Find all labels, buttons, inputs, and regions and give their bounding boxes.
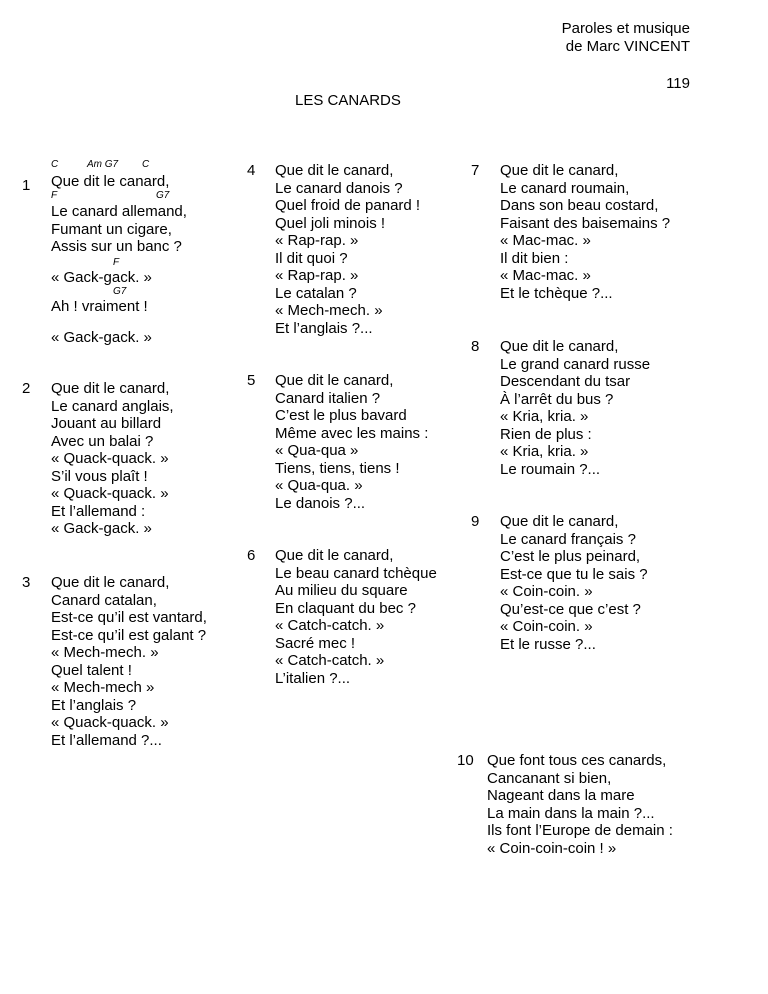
lyric-line: C’est le plus peinard, xyxy=(500,548,641,565)
lyric-line: « Gack-gack. » xyxy=(51,520,152,537)
credit-line: Paroles et musique xyxy=(561,20,690,37)
lyric-line: Que dit le canard, xyxy=(275,372,394,389)
lyric-line: « Coin-coin-coin ! » xyxy=(487,839,617,857)
lyric-line: Que dit le canard, xyxy=(51,380,170,397)
lyric-line xyxy=(51,298,148,316)
song-credit xyxy=(562,20,690,56)
lyric-line: Le beau canard tchèque xyxy=(275,564,437,582)
lyric-line: « Gack-gack. » xyxy=(51,329,152,346)
lyric-line: Le danois ?... xyxy=(275,494,366,512)
lyric-line: Avec un balai ? xyxy=(51,432,154,450)
lyric-line: Le canard allemand, xyxy=(51,203,187,220)
lyric-line: Que font tous ces canards, xyxy=(487,752,667,769)
lyric-line: Il dit bien : xyxy=(500,249,569,267)
lyric-line: Sacré mec ! xyxy=(275,634,356,652)
lyric-line: La main dans la main ?... xyxy=(487,804,655,822)
chord: C xyxy=(51,159,59,170)
song-title: LES CANARDS xyxy=(295,92,401,109)
lyric-line: Même avec les mains : xyxy=(275,424,429,442)
lyric-line: Ah ! vraiment ! xyxy=(51,298,148,315)
lyric-line: « Qua-qua. » xyxy=(275,477,363,494)
lyric-line: Que dit le canard, xyxy=(51,173,170,190)
verse-6 xyxy=(275,547,437,687)
lyric-line: Ils font l’Europe de demain : xyxy=(487,822,673,839)
credit-line: de Marc VINCENT xyxy=(565,38,690,55)
lyric-line: Et l’anglais ? xyxy=(51,696,137,714)
lyric-line: Le grand canard russe xyxy=(500,355,651,373)
lyric-line: L’italien ?... xyxy=(275,669,351,687)
lyric-line: Le catalan ? xyxy=(275,284,357,302)
lyric-line: Quel talent ! xyxy=(51,661,132,679)
lyric-line: Que dit le canard, xyxy=(275,162,394,179)
lyric-line: Il dit quoi ? xyxy=(275,249,348,267)
lyric-line: « Qua-qua » xyxy=(275,442,359,459)
lyric-line: Le canard français ? xyxy=(500,530,636,548)
verse-4 xyxy=(275,162,420,337)
lyric-line: Que dit le canard, xyxy=(51,574,170,591)
lyric-line: « Quack-quack. » xyxy=(51,485,169,502)
lyric-line xyxy=(51,269,152,287)
lyric-line: « Quack-quack. » xyxy=(51,450,169,467)
lyric-line: « Mech-mech » xyxy=(51,679,155,696)
chord: C xyxy=(142,159,150,170)
lyric-line: « Mech-mech. » xyxy=(51,644,159,661)
lyric-line: Qu’est-ce que c’est ? xyxy=(500,600,641,618)
lyric-line: Et le tchèque ?... xyxy=(500,284,613,302)
lyric-line: À l’arrêt du bus ? xyxy=(500,390,614,408)
lyric-line: Quel joli minois ! xyxy=(275,214,386,232)
lyric-line: Descendant du tsar xyxy=(500,373,631,390)
lyric-line: Est-ce qu’il est vantard, xyxy=(51,609,207,626)
lyric-line: Est-ce que tu le sais ? xyxy=(500,565,648,583)
lyric-line: Que dit le canard, xyxy=(500,513,619,530)
page-number: 119 xyxy=(666,75,690,92)
lyric-line: S’il vous plaît ! xyxy=(51,467,148,485)
lyric-line: Nageant dans la mare xyxy=(487,787,635,804)
chord: Am G7 xyxy=(87,159,119,170)
lyric-line: « Coin-coin. » xyxy=(500,583,593,600)
lyric-line: Le roumain ?... xyxy=(500,460,601,478)
lyric-line: Fumant un cigare, xyxy=(51,220,172,238)
lyric-line: Et l’allemand ?... xyxy=(51,731,162,749)
chord: F xyxy=(51,190,58,201)
verse-number: 7 xyxy=(471,162,480,179)
verse-5 xyxy=(275,372,428,512)
lyric-line: Faisant des baisemains ? xyxy=(500,214,671,232)
lyric-line: « Catch-catch. » xyxy=(275,652,385,669)
verse-7 xyxy=(500,162,670,302)
verse-1 xyxy=(51,160,251,350)
lyric-line: Le canard anglais, xyxy=(51,397,174,415)
lyric-line: Tiens, tiens, tiens ! xyxy=(275,459,400,477)
lyric-line: Assis sur un banc ? xyxy=(51,238,182,255)
verse-number: 1 xyxy=(22,177,31,194)
verse-8 xyxy=(500,338,650,478)
lyric-line xyxy=(51,203,187,256)
lyric-line: « Kria, kria. » xyxy=(500,443,589,460)
lyric-line: « Catch-catch. » xyxy=(275,617,385,634)
lyric-line: « Coin-coin. » xyxy=(500,618,593,635)
lyric-line: Canard italien ? xyxy=(275,389,381,407)
lyric-line: Et l’allemand : xyxy=(51,502,146,520)
lyric-line: Cancanant si bien, xyxy=(487,769,612,787)
verse-9 xyxy=(500,513,648,653)
verse-number: 9 xyxy=(471,513,480,530)
verse-number: 10 xyxy=(457,752,474,769)
lyric-line xyxy=(51,173,169,191)
chord: F xyxy=(113,257,120,268)
verse-2 xyxy=(51,380,174,538)
lyric-line: Au milieu du square xyxy=(275,582,408,599)
verse-3 xyxy=(51,574,207,749)
lyric-line: Que dit le canard, xyxy=(275,547,394,564)
lyric-line: Canard catalan, xyxy=(51,591,157,609)
lyric-line: « Rap-rap. » xyxy=(275,267,359,284)
lyric-line: C’est le plus bavard xyxy=(275,407,407,424)
lyric-line: Est-ce qu’il est galant ? xyxy=(51,626,207,644)
lyric-line: Le canard roumain, xyxy=(500,179,630,197)
lyric-line: En claquant du bec ? xyxy=(275,599,416,617)
verse-number: 6 xyxy=(247,547,256,564)
lyric-line: Dans son beau costard, xyxy=(500,197,659,214)
chord: G7 xyxy=(113,286,127,297)
verse-10 xyxy=(487,752,673,857)
verse-number: 8 xyxy=(471,338,480,355)
verse-number: 4 xyxy=(247,162,256,179)
lyric-line: Que dit le canard, xyxy=(500,338,619,355)
chord: G7 xyxy=(156,190,170,201)
lyric-line: « Gack-gack. » xyxy=(51,269,152,286)
lyric-line: Que dit le canard, xyxy=(500,162,619,179)
lyric-line: « Rap-rap. » xyxy=(275,232,359,249)
lyric-line: Jouant au billard xyxy=(51,415,162,432)
lyric-line: Quel froid de panard ! xyxy=(275,197,421,214)
lyric-line: « Mac-mac. » xyxy=(500,267,591,284)
lyric-line: « Mac-mac. » xyxy=(500,232,591,249)
lyric-line: Le canard danois ? xyxy=(275,179,403,197)
verse-number: 5 xyxy=(247,372,256,389)
verse-number: 3 xyxy=(22,574,31,591)
lyric-line: « Quack-quack. » xyxy=(51,714,169,731)
verse-number: 2 xyxy=(22,380,31,397)
lyric-line xyxy=(51,329,152,347)
lyric-line: Et l’anglais ?... xyxy=(275,319,373,337)
lyric-line: « Mech-mech. » xyxy=(275,302,383,319)
lyric-line: Et le russe ?... xyxy=(500,635,596,653)
lyric-line: « Kria, kria. » xyxy=(500,408,589,425)
lyric-line: Rien de plus : xyxy=(500,425,592,443)
